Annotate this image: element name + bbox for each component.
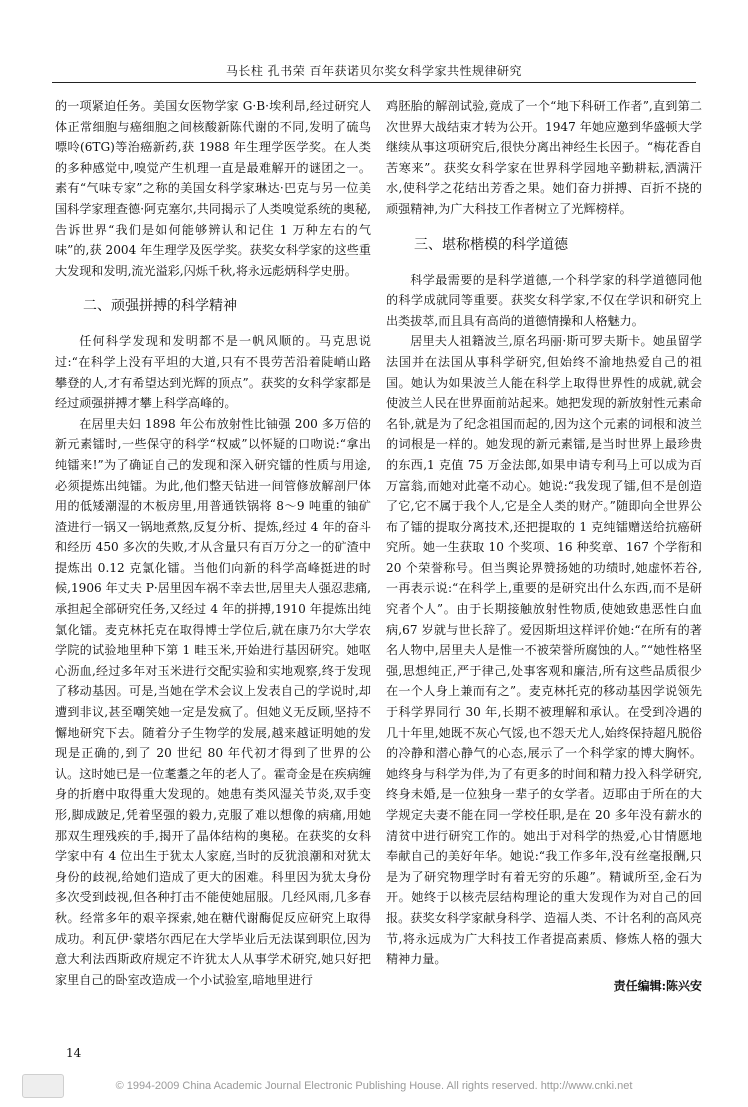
right-column bbox=[386, 96, 702, 996]
header-rule bbox=[52, 82, 696, 83]
left-column bbox=[55, 96, 371, 990]
copyright-footer: © 1994-2009 China Academic Journal Electronic Publishing House. All rights reserved. http://www.cnki.net bbox=[115, 1080, 633, 1092]
left-paragraph-2: 任何科学发现和发明都不是一帆风顺的。马克思说过:“在科学上没有平坦的大道,只有不畏劳苦沿着陡峭山路攀登的人,才有希望达到光辉的顶点”。获奖的女科学家都是经过顽强拼搏才攀上科学高峰的。 bbox=[55, 334, 371, 411]
right-paragraph-2: 科学最需要的是科学道德,一个科学家的科学道德同他的科学成就同等重要。获奖女科学家,不仅在学识和研究上出类拔萃,而且具有高尚的道德情操和人格魅力。 bbox=[386, 272, 702, 328]
page-number: 14 bbox=[66, 1046, 82, 1060]
right-paragraph-3: 居里夫人祖籍波兰,原名玛丽·斯可罗夫斯卡。她虽留学法国并在法国从事科学研究,但始终不渝地热爱自己的祖国。她认为如果波兰人能在科学上取得世界性的成就,就会使波兰人民在世界面前站起来。她把发现的新放射性元素命名钋,就是为了纪念祖国而起的,因为这个元素的词根和波兰的词根是一样的。她发现的新元素镭,是当时世界上最珍贵的东西,1 克值 75 万金法郎,如果申请专利马上可以成为百万富翁,而她对此毫不动心。她说:“我发现了镭,但不是创造了它,它不属于我个人,它是全人类的财产。”随即向全世界公布了镭的提取分离技术,还把提取的 1 克纯镭赠送给抗癌研究所。她一生获取 10 个奖项、16 种奖章、167 个学衔和 20 个荣誉称号。但当舆论界赞扬她的功绩时,她虚怀若谷,一再表示说:“在科学上,重要的是研究出什么东西,而不是研究者个人”。由于长期接触放射性物质,使她致患恶性白血病,67 岁就与世长辞了。爱因斯坦这样评价她:“在所有的著名人物中,居里夫人是惟一不被荣誉所腐蚀的人。”“她性格坚强,思想纯正,严于律己,处事客观和廉洁,所有这些品质很少在一个人身上兼而有之”。麦克林托克的移动基因学说领先于科学界同行 30 年,长期不被理解和承认。在受到冷遇的几十年里,她既不灰心气馁,也不怨天尤人,始终保持超凡脱俗的冷静和潜心静气的心态,展示了一个科学家的博大胸怀。她终身与科学为伴,为了有更多的时间和精力投入科学研究,终身未婚,是一位独身一辈子的女学者。迈耶由于所在的大学规定夫妻不能在同一学校任职,是在 20 多年没有薪水的清贫中进行研究工作的。她出于对科学的热爱,心甘情愿地奉献自己的美好年华。她说:“我工作多年,没有丝毫报酬,只是为了研究物理学时有着无穷的乐趣”。精诚所至,金石为开。她终于以核壳层结构理论的重大发现作为对自己的回报。获奖女科学家献身科学、造福人类、不计名利的高风亮节,将永远成为广大科技工作者提高素质、修炼人格的强大精神力量。 bbox=[386, 334, 702, 967]
responsible-editor: 责任编辑:陈兴安 bbox=[613, 978, 702, 993]
section-heading-3: 三、堪称楷模的科学道德 bbox=[414, 236, 568, 253]
left-paragraph-3: 在居里夫妇 1898 年公布放射性比铀强 200 多万倍的新元素镭时,一些保守的科学“权威”以怀疑的口吻说:“拿出纯镭来!”为了确证自己的发现和深入研究镭的性质与用途,必须提炼出纯镭。为此,他们整天钻进一间管修放解剖尸体用的低矮潮湿的木板房里,用普通铁锅将 8～9 吨重的铀矿渣进行一锅又一锅地煮熬,反复分析、提炼,经过 4 年的奋斗和经历 450 多次的失败,才从含量只有百万分之一的矿渣中提炼出 0.12 克氯化镭。当他们向新的科学高峰挺进的时候,1906 年丈夫 P·居里因车祸不幸去世,居里夫人强忍悲痛,承担起全部研究任务,又经过 4 年的拼搏,1910 年提炼出纯氯化镭。麦克林托克在取得博士学位后,就在康乃尔大学农学院的试验地里种下第 1 畦玉米,开始进行基因研究。她呕心沥血,经过多年对玉米进行交配实验和实地观察,终于发现了移动基因。可是,当她在学术会议上发表自己的学说时,却遭到非议,甚至嘲笑她一定是发疯了。但她义无反顾,坚持不懈地研究下去。随着分子生物学的发展,越来越证明她的发现是正确的,到了 20 世纪 80 年代初才得到了世界的公认。这时她已是一位耄耋之年的老人了。霍奇金是在疾病缠身的折磨中取得重大发现的。她患有类风湿关节炎,双手变形,脚成跛足,凭着坚强的毅力,克服了难以想像的病痛,用她那双生理残疾的手,揭开了晶体结构的奥秘。在获奖的女科学家中有 4 位出生于犹太人家庭,当时的反犹浪潮和对犹太身份的歧视,给她们造成了更大的困难。科里因为犹太身份多次受到歧视,但各种打击不能使她屈服。几经风雨,几多春秋。经常多年的艰辛探索,她在糖代谢酶促反应研究上取得成功。利瓦伊·蒙塔尔西尼在大学毕业后无法谋到职位,因为意大利法西斯政府规定不许犹太人从事学术研究,她只好把家里自己的卧室改造成一个小试验室,暗地里进行 bbox=[55, 416, 371, 987]
section-heading-2: 二、顽强拼搏的科学精神 bbox=[83, 298, 237, 315]
left-paragraph-1: 的一项紧迫任务。美国女医物学家 G·B·埃利昂,经过研究人体正常细胞与癌细胞之间核酸新陈代谢的不同,发明了硫鸟嘌呤(6TG)等治癌新药,获 1988 年生理学医学奖。在人类的多种感觉中,嗅觉产生机理一直是最难解开的谜团之一。素有“气味专家”之称的美国女科学家琳达·巴克与另一位美国科学家理查德·阿克塞尔,共同揭示了人类嗅觉系统的奥秘,告诉世界“我们是如何能够辨认和记住 1 万种左右的气味”的,获 2004 年生理学及医学奖。获奖女科学家的这些重大发现和发明,流光溢彩,闪烁千秋,将永远彪炳科学史册。 bbox=[55, 99, 371, 278]
running-header: 马长柱 孔书荣 百年获诺贝尔奖女科学家共性规律研究 bbox=[225, 64, 523, 78]
right-paragraph-1: 鸡胚胎的解剖试验,竟成了一个“地下科研工作者”,直到第二次世界大战结束才转为公开。1947 年她应邀到华盛顿大学继续从事这项研究后,很快分离出神经生长因子。“梅花香自苦寒来”。获奖女科学家在世界科学园地辛勤耕耘,洒满汗水,使科学之花结出芳香之果。她们奋力拼搏、百折不挠的顽强精神,为广大科技工作者树立了光辉榜样。 bbox=[386, 99, 702, 216]
